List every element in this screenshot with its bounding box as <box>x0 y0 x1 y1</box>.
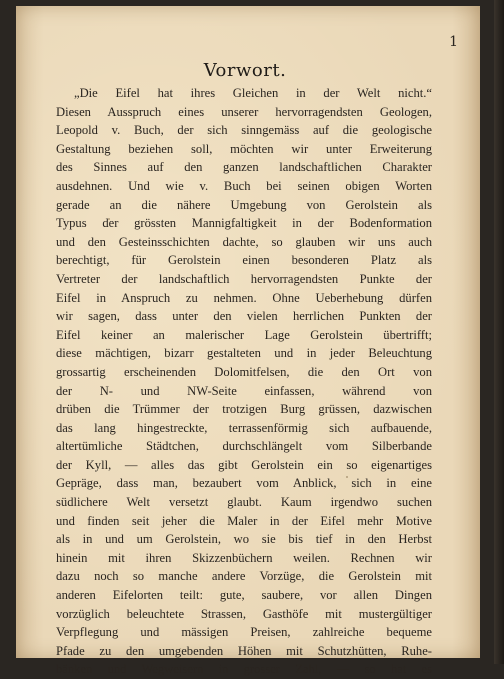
text-line: der Kyll, — alles das gibt Gerolstein ein so eigenartiges <box>56 457 432 472</box>
text-line: als in und um Gerolstein, wo sie bis tief in den Herbst <box>56 532 432 547</box>
text-line: gerade an die nähere Umgebung von Gerolstein als <box>56 197 432 212</box>
text-line: altertümliche Städtchen, durchschlängelt vom Silberbande <box>56 439 432 454</box>
text-line: und finden seit jeher die Maler in der Eifel mehr Motive <box>56 513 432 528</box>
text-line: Gepräge, dass man, bezaubert vom Anblick, sich in eine <box>56 476 432 491</box>
text-line: Verpflegung und mässigen Preisen, zahlreiche bequeme <box>56 625 432 640</box>
page-number: 1 <box>449 34 458 50</box>
text-line: drüben die Trümmer der trotzigen Burg grüssen, dazwischen <box>56 402 432 417</box>
text-line: ausdehnen. Und wie v. Buch bei seinen obigen Worten <box>56 178 432 193</box>
text-line: Eifel in Anspruch zu nehmen. Ohne Ueberhebung dürfen <box>56 290 432 305</box>
text-line: südlichere Welt versetzt glaubt. Kaum irgendwo suchen <box>56 495 432 510</box>
text-line: diese mächtigen, bizarr gestalteten und in jeder Beleuchtung <box>56 346 432 361</box>
book-spine-shadow <box>494 0 504 664</box>
text-line: des Sinnes auf den ganzen landschaftlichen Charakter <box>56 160 432 175</box>
text-line: und den Gesteinsschichten dachte, so glauben wir uns auch <box>56 234 432 249</box>
text-line: Gestaltung beziehen soll, möchten wir unter Erweiterung <box>56 141 432 156</box>
page-title: Vorwort. <box>203 60 287 81</box>
text-line: dazu noch so manche andere Vorzüge, die Gerolstein mit <box>56 569 432 584</box>
text-line: bänken und Wegweisern in grosser Zahl, — so hat es <box>56 662 432 677</box>
text-line: vorzüglich beleuchtete Strassen, Gasthöfe mit mustergültiger <box>56 606 432 621</box>
text-line: hinein mit ihren Skizzenbüchern weilen. Rechnen wir <box>56 550 432 565</box>
text-line: Leopold v. Buch, der sich sinngemäss auf die geologische <box>56 123 432 138</box>
text-line: Eifel keiner an malerischer Lage Gerolstein übertrifft; <box>56 327 432 342</box>
text-line: wir sagen, dass unter den vielen herrlichen Punkten der <box>56 309 432 324</box>
preface-text <box>56 84 432 679</box>
text-line: berechtigt, für Gerolstein einen besonderen Platz als <box>56 253 432 268</box>
text-line: das lang hingestreckte, terrassenförmig sich aufbauende, <box>56 420 432 435</box>
text-line: Vertreter der landschaftlich hervorragendsten Punkte der <box>56 271 432 286</box>
text-line: grossartig erscheinenden Dolomitfelsen, die den Ort von <box>56 364 432 379</box>
text-line: Typus der grössten Mannigfaltigkeit in der Bodenformation <box>56 216 432 231</box>
text-line: Pfade zu den umgebenden Höhen mit Schutzhütten, Ruhe- <box>56 643 432 658</box>
text-line: anderen Eifelorten teilt: gute, saubere, vor allen Dingen <box>56 588 432 603</box>
text-line: der N- und NW-Seite einfassen, während von <box>56 383 432 398</box>
text-line: „Die Eifel hat ihres Gleichen in der Welt nicht.“ <box>74 86 432 100</box>
text-line: Diesen Ausspruch eines unserer hervorragendsten Geologen, <box>56 104 432 119</box>
